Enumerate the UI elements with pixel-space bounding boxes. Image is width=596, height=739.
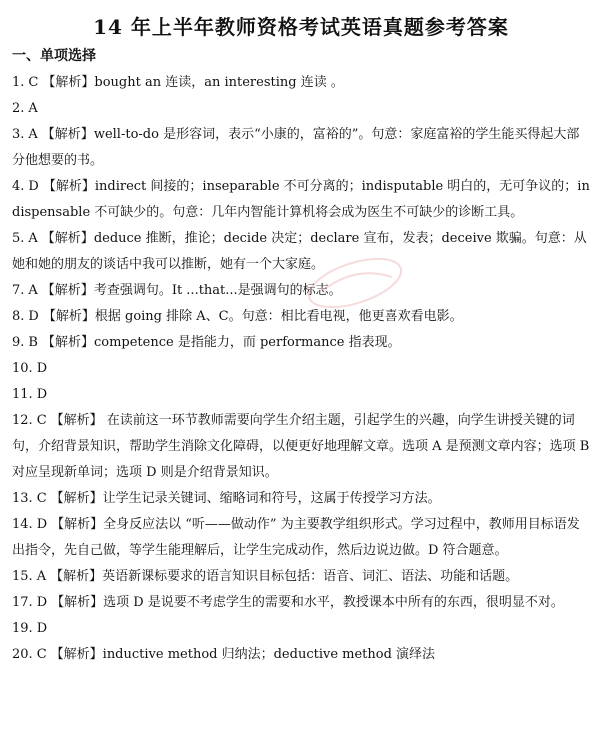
answer-option: D xyxy=(36,361,48,376)
answer-option: C xyxy=(28,75,39,90)
answer-option: D xyxy=(28,179,39,194)
answer-option: A xyxy=(28,127,38,142)
answer-number: 19. xyxy=(12,621,33,636)
analysis-text: 英语新课标要求的语言知识目标包括：语音、词汇、语法、功能和话题。 xyxy=(102,569,519,584)
analysis-text: 让学生记录关键词、缩略词和符号，这属于传授学习方法。 xyxy=(102,491,441,506)
answer-option: C xyxy=(36,491,47,506)
answer-item xyxy=(12,590,590,616)
answer-number: 11. xyxy=(12,387,33,402)
answer-number: 14. xyxy=(12,517,33,532)
answer-option: C xyxy=(36,647,47,662)
answer-option: B xyxy=(28,335,38,350)
answer-number: 20. xyxy=(12,647,33,662)
analysis-tag: 【解析】 xyxy=(51,517,104,532)
analysis-tag: 【解析】 xyxy=(42,309,95,324)
answer-option: D xyxy=(28,309,39,324)
analysis-tag: 【解析】 xyxy=(50,413,103,428)
answer-item xyxy=(12,70,590,96)
analysis-text: inductive method 归纳法；deductive method 演绎法 xyxy=(102,647,436,662)
answer-item xyxy=(12,174,590,226)
answer-option: A xyxy=(28,101,38,116)
analysis-tag: 【解析】 xyxy=(50,491,103,506)
analysis-text: 根据 going 排除 A、C。句意：相比看电视，他更喜欢看电影。 xyxy=(94,309,463,324)
answer-number: 8. xyxy=(12,309,25,324)
answer-item xyxy=(12,330,590,356)
answer-number: 13. xyxy=(12,491,33,506)
analysis-text: deduce 推断，推论；decide 决定；declare 宣布，发表；deceive 欺骗。句意：从她和她的朋友的谈话中我可以推断，她有一个大家庭。 xyxy=(12,231,587,272)
answer-item xyxy=(12,278,590,304)
answer-item xyxy=(12,382,590,408)
answer-number: 2. xyxy=(12,101,25,116)
analysis-text: 选项 D 是说要不考虑学生的需要和水平，教授课本中所有的东西，很明显不对。 xyxy=(103,595,564,610)
analysis-tag: 【解析】 xyxy=(50,569,103,584)
answer-option: A xyxy=(36,569,47,584)
answer-number: 17. xyxy=(12,595,33,610)
answer-option: D xyxy=(36,387,48,402)
answer-option: A xyxy=(28,231,38,246)
answer-number: 10. xyxy=(12,361,33,376)
analysis-tag: 【解析】 xyxy=(41,283,94,298)
analysis-text: 全身反应法以 “听——做动作” 为主要教学组织形式。学习过程中，教师用目标语发出指令，先自己做，等学生能理解后，让学生完成动作，然后边说边做。D 符合题意。 xyxy=(12,517,580,558)
analysis-text: 在读前这一环节教师需要向学生介绍主题，引起学生的兴趣，向学生讲授关键的词句，介绍背景知识，帮助学生消除文化障碍，以便更好地理解文章。选项 A 是预测文章内容；选项 B 对应呈现新单词；选项 D 则是介绍背景知识。 xyxy=(12,413,590,480)
answer-item xyxy=(12,486,590,512)
section-heading: 一、单项选择 xyxy=(12,48,96,64)
answer-number: 15. xyxy=(12,569,33,584)
answer-item xyxy=(12,304,590,330)
answer-option: D xyxy=(36,517,48,532)
answer-number: 7. xyxy=(12,283,25,298)
analysis-text: well-to-do 是形容词，表示“小康的，富裕的”。句意：家庭富裕的学生能买得起大部分他想要的书。 xyxy=(12,127,580,168)
answer-item xyxy=(12,226,590,278)
analysis-text: competence 是指能力，而 performance 指表现。 xyxy=(93,335,401,350)
answer-item xyxy=(12,564,590,590)
answer-number: 5. xyxy=(12,231,25,246)
analysis-text: bought an 连读，an interesting 连读 。 xyxy=(94,75,344,90)
answer-item xyxy=(12,616,590,642)
analysis-tag: 【解析】 xyxy=(51,595,104,610)
answer-option: D xyxy=(36,595,48,610)
answer-item xyxy=(12,122,590,174)
answer-number: 3. xyxy=(12,127,25,142)
answer-list xyxy=(12,70,590,668)
analysis-tag: 【解析】 xyxy=(50,647,103,662)
answer-item xyxy=(12,96,590,122)
analysis-tag: 【解析】 xyxy=(42,179,95,194)
answer-option: A xyxy=(28,283,38,298)
analysis-tag: 【解析】 xyxy=(41,127,94,142)
answer-number: 1. xyxy=(12,75,25,90)
answer-item xyxy=(12,642,590,668)
answer-option: D xyxy=(36,621,48,636)
answer-number: 12. xyxy=(12,413,33,428)
analysis-tag: 【解析】 xyxy=(41,335,94,350)
analysis-tag: 【解析】 xyxy=(42,75,95,90)
answer-number: 4. xyxy=(12,179,25,194)
analysis-text: 考查强调句。It ...that...是强调句的标志。 xyxy=(93,283,342,298)
answer-item xyxy=(12,408,590,486)
analysis-tag: 【解析】 xyxy=(41,231,94,246)
answer-option: C xyxy=(36,413,47,428)
answer-item xyxy=(12,512,590,564)
analysis-text: indirect 间接的；inseparable 不可分离的；indisputable 明白的，无可争议的；indispensable 不可缺少的。句意：几年内智能计算机将会成为医生不可缺少的诊断工具。 xyxy=(12,179,590,220)
answer-number: 9. xyxy=(12,335,25,350)
document-title: 14 年上半年教师资格考试英语真题参考答案 xyxy=(93,15,509,39)
answer-item xyxy=(12,356,590,382)
